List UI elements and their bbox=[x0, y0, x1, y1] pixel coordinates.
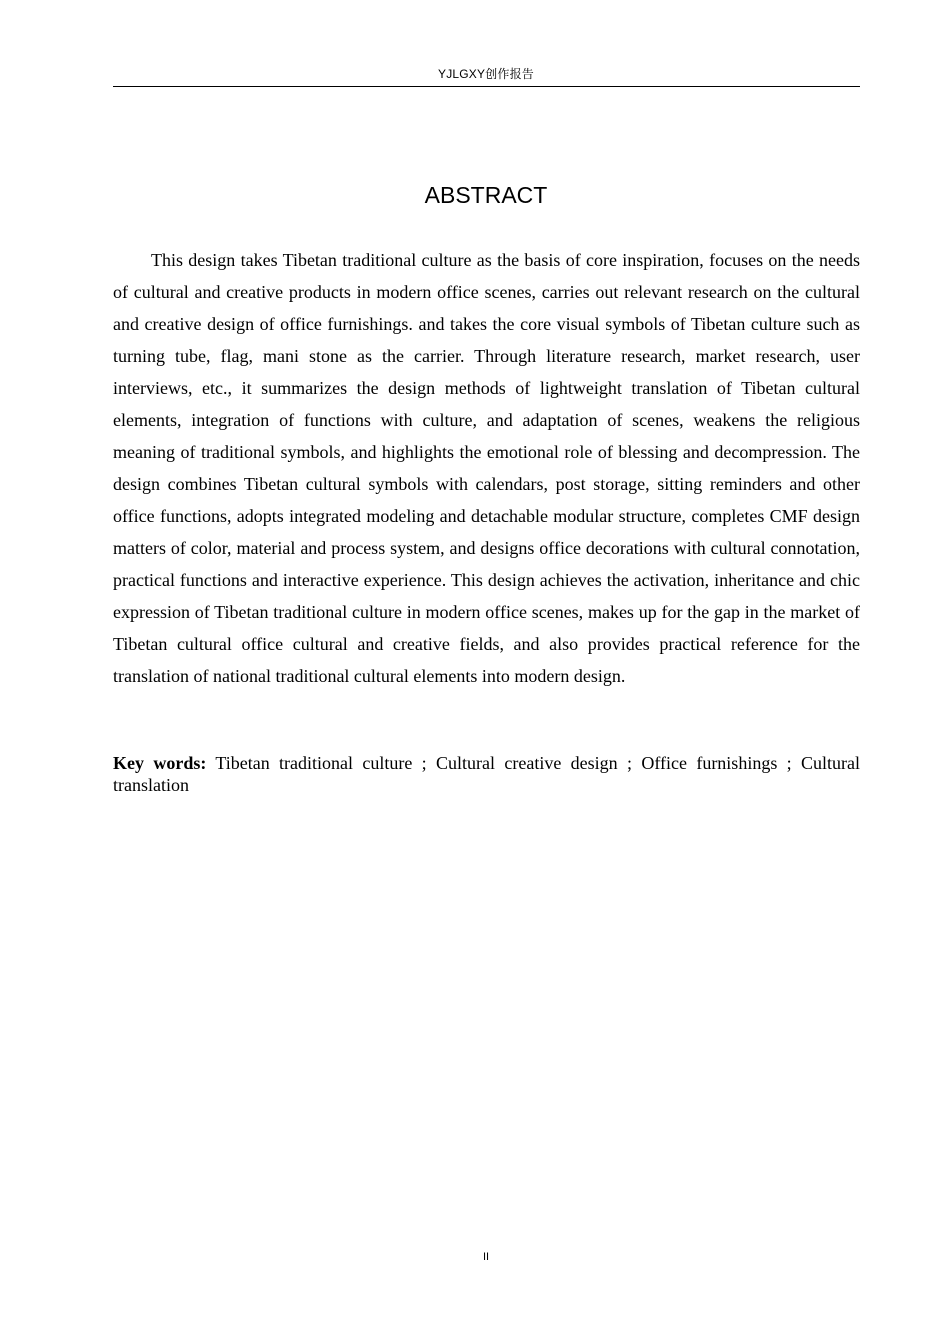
running-header: YJLGXY创作报告 bbox=[437, 67, 535, 81]
page-number: II bbox=[482, 1251, 490, 1263]
keywords-label: Key words: bbox=[113, 753, 207, 773]
header-divider bbox=[113, 86, 860, 87]
page-title: ABSTRACT bbox=[424, 182, 548, 208]
keywords-text: Tibetan traditional culture ; Cultural creative design ; Office furnishings ; Cultural translation bbox=[113, 753, 861, 795]
keywords-line bbox=[113, 752, 860, 796]
abstract-paragraph: This design takes Tibetan traditional culture as the basis of core inspiration, focuses on the needs of cultural and creative products in modern office scenes, carries out relevant research on the cultural and creative design of office furnishings. and takes the core visual symbols of Tibetan culture such as turning tube, flag, mani stone as the carrier. Through literature research, market research, user interviews, etc., it summarizes the design methods of lightweight translation of Tibetan cultural elements, integration of functions with culture, and adaptation of scenes, weakens the religious meaning of traditional symbols, and highlights the emotional role of blessing and decompression. The design combines Tibetan cultural symbols with calendars, post storage, sitting reminders and other office functions, adopts integrated modeling and detachable modular structure, completes CMF design matters of color, material and process system, and designs office decorations with cultural connotation, practical functions and interactive experience. This design achieves the activation, inheritance and chic expression of Tibetan traditional culture in modern office scenes, makes up for the gap in the market of Tibetan cultural office cultural and creative fields, and also provides practical reference for the translation of national traditional cultural elements into modern design. bbox=[113, 250, 860, 686]
